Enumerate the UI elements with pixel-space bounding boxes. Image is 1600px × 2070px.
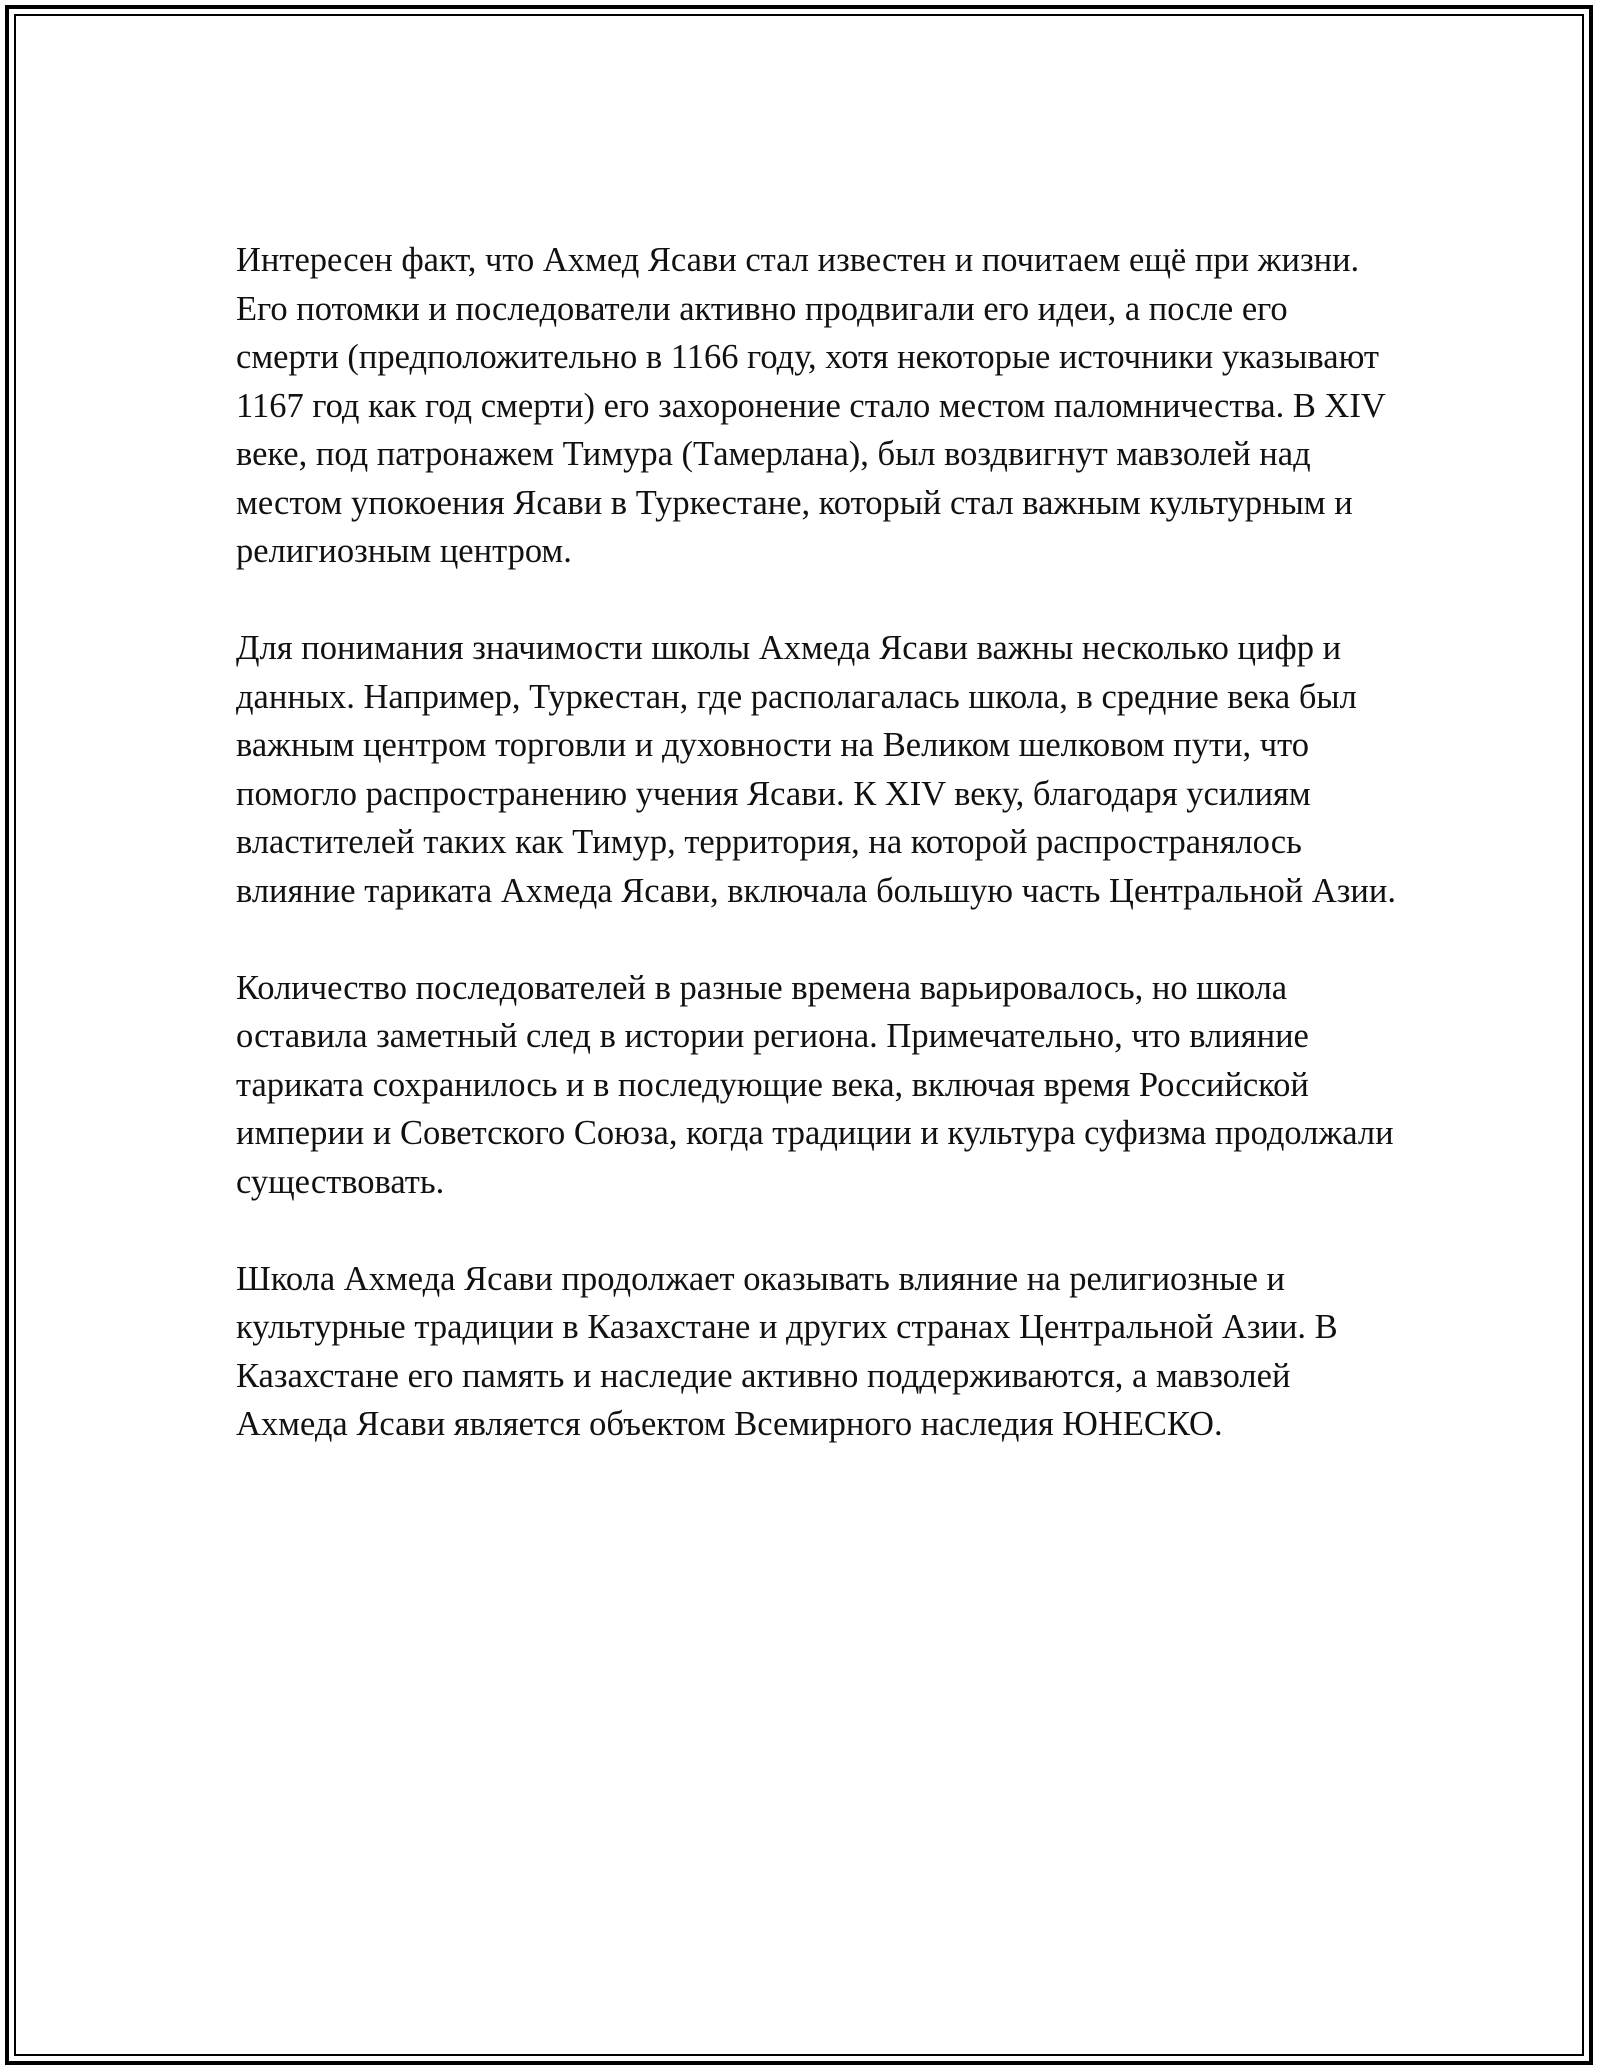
- paragraph-4: Школа Ахмеда Ясави продолжает оказывать влияние на религиозные и культурные традиции в Казахстане и других странах Центральной Азии. В Казахстане его память и наследие активно поддерживаются, а мавзолей Ахмеда Ясави является объектом Всемирного наследия ЮНЕСКО.: [236, 1259, 1338, 1443]
- paragraph-3: Количество последователей в разные времена варьировалось, но школа оставила заметный след в истории региона. Примечательно, что влияние тариката сохранилось и в последующие века, включая время Российской империи и Советского Союза, когда традиции и культура суфизма продолжали существовать.: [236, 968, 1394, 1201]
- paragraph-1: Интересен факт, что Ахмед Ясави стал известен и почитаем ещё при жизни. Его потомки и последователи активно продвигали его идеи, а после его смерти (предположительно в 1166 году, хотя некоторые источники указывают 1167 год как год смерти) его захоронение стало местом паломничества. В XIV веке, под патронажем Тимура (Тамерлана), был воздвигнут мавзолей над местом упокоения Ясави в Туркестане, который стал важным культурным и религиозным центром.: [236, 241, 1386, 570]
- paragraph-2: Для понимания значимости школы Ахмеда Ясави важны несколько цифр и данных. Например, Туркестан, где располагалась школа, в средние века был важным центром торговли и духовности на Великом шелковом пути, что помогло распространению учения Ясави. К XIV веку, благодаря усилиям властителей таких как Тимур, территория, на которой распространялось влияние тариката Ахмеда Ясави, включала большую часть Центральной Азии.: [236, 629, 1396, 910]
- document-body: [236, 236, 1396, 1497]
